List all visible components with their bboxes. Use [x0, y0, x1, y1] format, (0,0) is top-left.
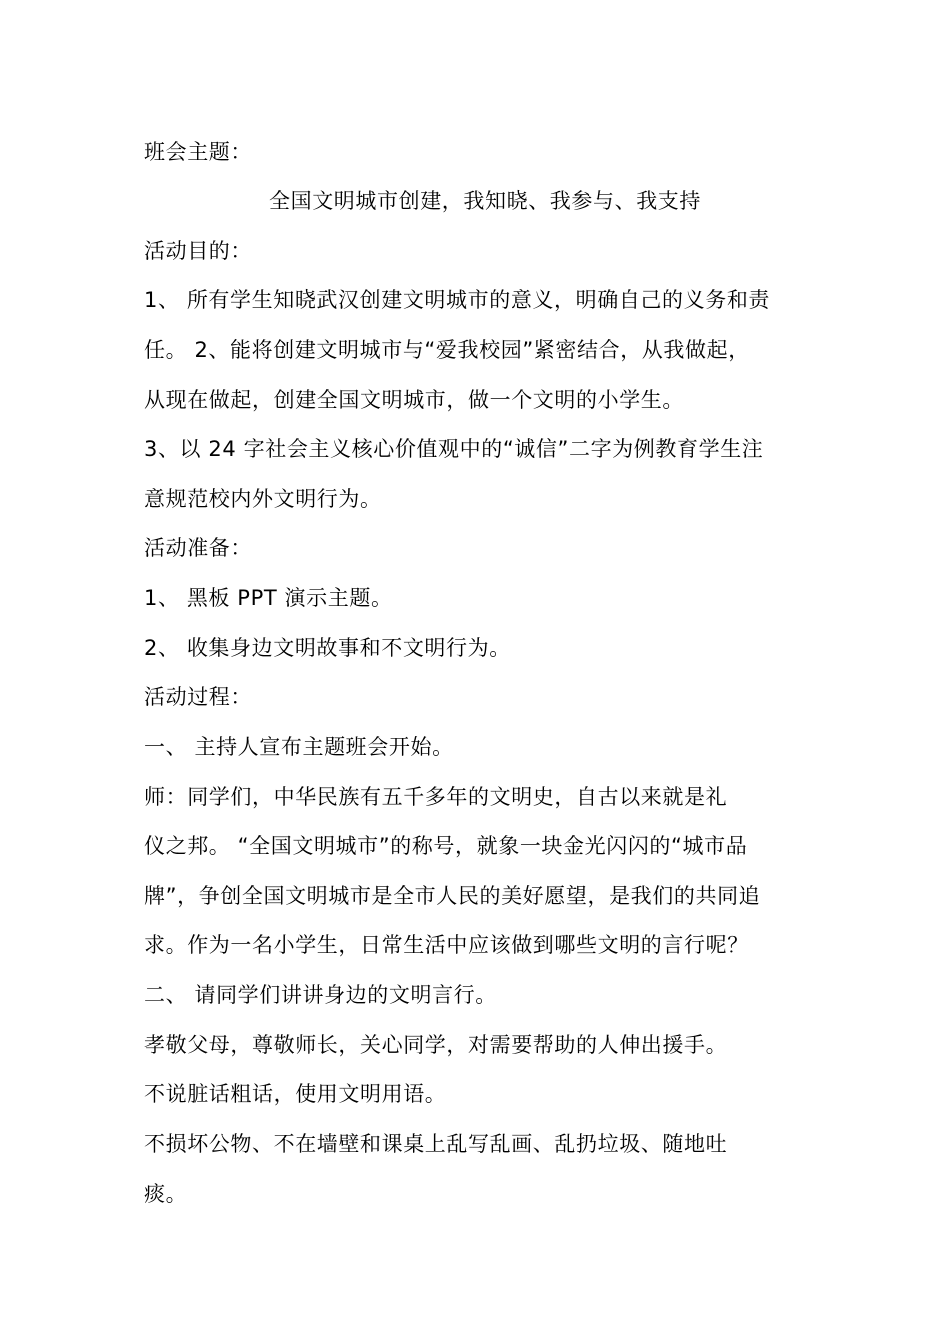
- behavior-line-4: 痰。: [144, 1182, 188, 1206]
- behavior-line-2: 不说脏话粗话，使用文明用语。: [144, 1082, 447, 1106]
- teacher-line-1: 师：同学们，中华民族有五千多年的文明史，自古以来就是礼: [144, 785, 728, 809]
- process-step-1: 一、 主持人宣布主题班会开始。: [144, 735, 454, 759]
- heading-label: 班会主题：: [144, 140, 252, 164]
- purpose-line-5: 意规范校内外文明行为。: [144, 487, 382, 511]
- process-label: 活动过程：: [144, 685, 252, 709]
- purpose-line-2: 任。 2、能将创建文明城市与“爱我校园”紧密结合，从我做起，: [144, 338, 750, 362]
- purpose-line-3: 从现在做起，创建全国文明城市，做一个文明的小学生。: [144, 388, 684, 412]
- theme-title: 全国文明城市创建，我知晓、我参与、我支持: [269, 189, 701, 213]
- teacher-line-4: 求。作为一名小学生，日常生活中应该做到哪些文明的言行呢？: [144, 933, 749, 957]
- preparation-item-2: 2、 收集身边文明故事和不文明行为。: [144, 636, 511, 660]
- behavior-line-3: 不损坏公物、不在墙壁和课桌上乱写乱画、乱扔垃圾、随地吐: [144, 1132, 728, 1156]
- purpose-label: 活动目的：: [144, 239, 252, 263]
- behavior-line-1: 孝敬父母，尊敬师长，关心同学，对需要帮助的人伸出援手。: [144, 1033, 728, 1057]
- teacher-line-2: 仪之邦。 “全国文明城市”的称号，就象一块金光闪闪的“城市品: [144, 834, 748, 858]
- preparation-item-1: 1、 黑板 PPT 演示主题。: [144, 586, 393, 610]
- preparation-label: 活动准备：: [144, 536, 252, 560]
- purpose-line-4: 3、以 24 字社会主义核心价值观中的“诚信”二字为例教育学生注: [144, 437, 764, 461]
- process-step-2: 二、 请同学们讲讲身边的文明言行。: [144, 983, 497, 1007]
- teacher-line-3: 牌”，争创全国文明城市是全市人民的美好愿望，是我们的共同追: [144, 884, 761, 908]
- purpose-line-1: 1、 所有学生知晓武汉创建文明城市的意义，明确自己的义务和责: [144, 288, 771, 312]
